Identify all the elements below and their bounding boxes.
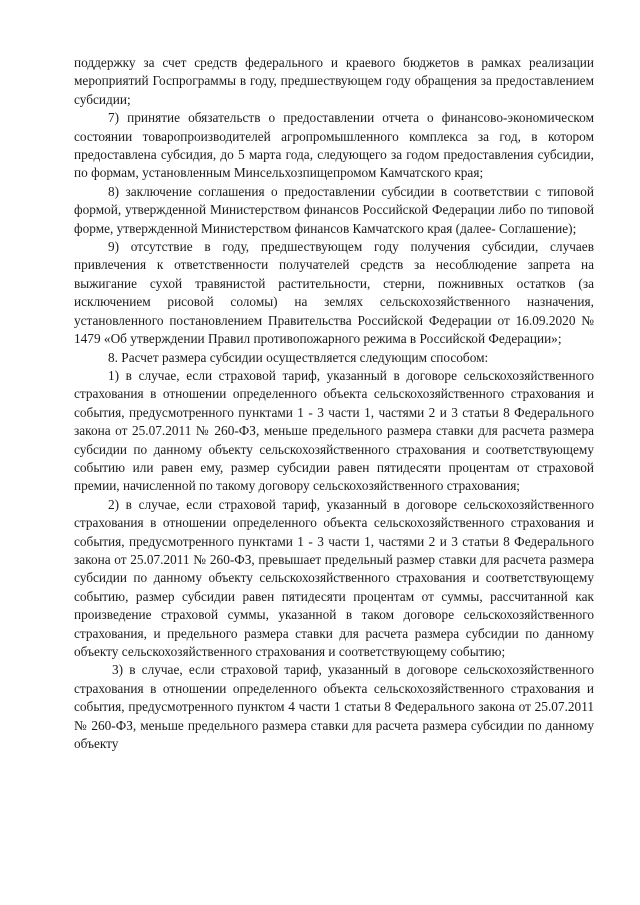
paragraph-item-7: 7) принятие обязательств о предоставлении отчета о финансово-экономическом состоянии товаропроизводителей агропромышленного комплекса за год, в котором предоставлена субсидия, до 5 марта года, следующего за годом предоставления субсидии, по формам, установленным Минсельхозпищепромом Камчатского края; [74, 110, 594, 181]
paragraph-item-9: 9) отсутствие в году, предшествующем году получения субсидии, случаев привлечения к ответственности получателей средств за несоблюдение запрета на выжигание сухой травянистой растительности, стерни, пожнивных остатков (за исключением рисовой соломы) на землях сельскохозяйственного назначения, установленного постановлением Правительства Российской Федерации от 16.09.2020 № 1479 «Об утверждении Правил противопожарного режима в Российской Федерации»; [74, 239, 594, 347]
paragraph-case-3: 3) в случае, если страховой тариф, указанный в договоре сельскохозяйственного страхования в отношении определенного объекта сельскохозяйственного страхования и события, предусмотренного пунктом 4 части 1 статьи 8 Федерального закона от 25.07.2011 № 260-ФЗ, меньше предельного размера ставки для расчета размера субсидии по данному объекту [74, 662, 594, 752]
paragraph-section-8: 8. Расчет размера субсидии осуществляется следующим способом: [108, 349, 489, 365]
paragraph-case-2: 2) в случае, если страховой тариф, указанный в договоре сельскохозяйственного страхования в отношении определенного объекта сельскохозяйственного страхования и события, предусмотренного пунктами 1 - 3 части 1, частями 2 и 3 статьи 8 Федерального закона от 25.07.2011 № 260-ФЗ, превышает предельный размер ставки для расчета размера субсидии по данному объекту сельскохозяйственного страхования и соответствующему событию, размер субсидии равен пятидесяти процентам от суммы, рассчитанной как произведение страховой суммы, указанной в таком договоре сельскохозяйственного страхования, и предельного размера ставки для расчета размера субсидии по данному объекту сельскохозяйственного страхования и соответствующему событию; [74, 496, 594, 659]
paragraph-item-8: 8) заключение соглашения о предоставлении субсидии в соответствии с типовой формой, утвержденной Министерством финансов Российской Федерации либо по типовой форме, утвержденной Министерством финансов Камчатского края (далее- Соглашение); [74, 183, 594, 236]
paragraph-case-1: 1) в случае, если страховой тариф, указанный в договоре сельскохозяйственного страхования в отношении определенного объекта сельскохозяйственного страхования и события, предусмотренного пунктами 1 - 3 части 1, частями 2 и 3 статьи 8 Федерального закона от 25.07.2011 № 260-ФЗ, меньше предельного размера ставки для расчета размера субсидии по данному объекту сельскохозяйственного страхования и соответствующему событию или равен ему, размер субсидии равен пятидесяти процентам от страховой премии, начисленной по такому договору сельскохозяйственного страхования; [74, 367, 594, 494]
document-body [74, 54, 594, 753]
paragraph-continuation: поддержку за счет средств федерального и краевого бюджетов в рамках реализации мероприятий Госпрограммы в году, предшествующем году обращения за предоставлением субсидии; [74, 55, 594, 107]
